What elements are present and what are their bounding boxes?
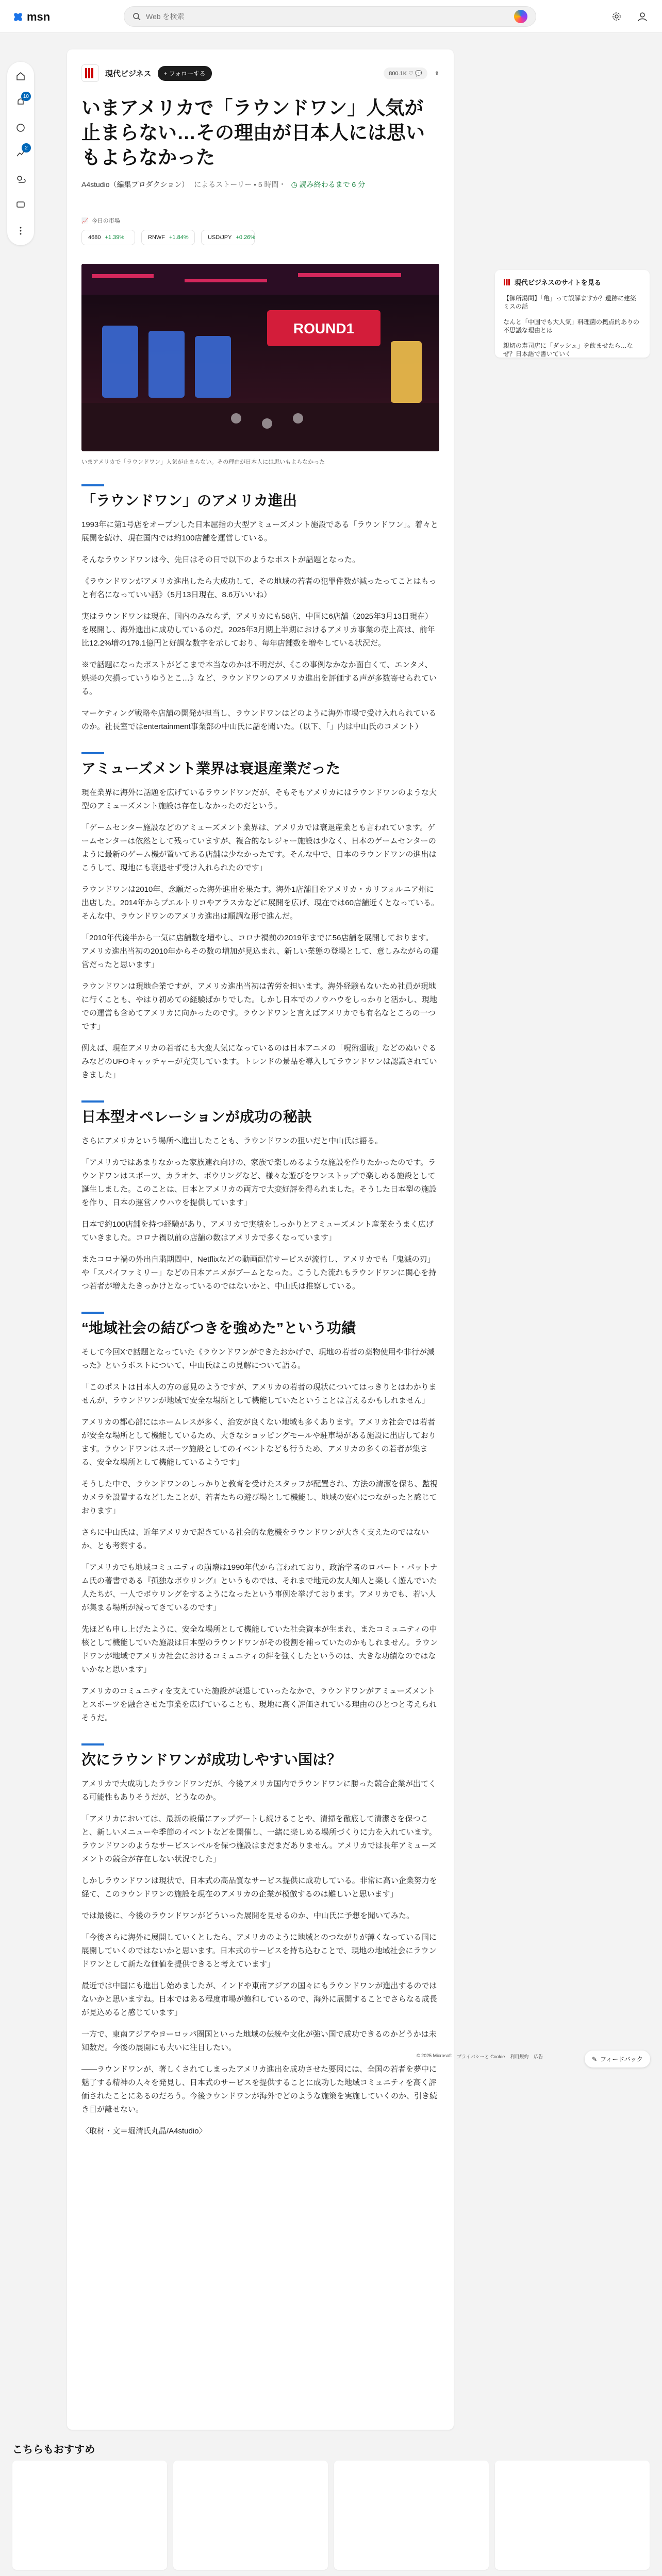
promo-link[interactable]: 【御所湯問】「亀」って誤解ますか？遺跡に建築ミスの話	[503, 295, 637, 310]
footer	[417, 2053, 543, 2060]
search-input[interactable]	[146, 12, 509, 21]
hero-image[interactable]	[81, 264, 439, 451]
article-section	[81, 1100, 439, 1293]
copilot-icon[interactable]	[514, 10, 527, 23]
article-paragraph: 最近では中国にも進出し始めましたが、インドや東南アジアの国々にもラウンドワンが進出するのではないかと思いますね。日本ではある程度市場が飽和しているので、海外に展開することでさらなる成長が見込めると感じています」	[81, 1981, 437, 2017]
section-accent-bar	[81, 752, 104, 754]
section-accent-bar	[81, 1100, 104, 1103]
article-paragraph: さらにアメリカという場所へ進出したことも、ラウンドワンの狙いだと中山氏は語る。	[81, 1137, 383, 1145]
image-caption: いまアメリカで「ラウンドワン」人気が止まらない。その理由が日本人には思いもよらなかった	[81, 459, 325, 465]
article-paragraph: 「ゲームセンター施設などのアミューズメント業界は、アメリカでは衰退産業とも言われています。ゲームセンターは依然として残っていますが、複合的なレジャー施設は少なく、日本のゲームセンターのように最新のゲーム機が置いてある店舗は少なかったです。そんな中で、日本のラウンドワンの進出はこうして、現地にも衰退せず受け入れられたのです」	[81, 823, 437, 872]
article-paragraph: 〈取材・文＝堀清氏丸晶/A4studio〉	[81, 2127, 207, 2136]
publisher-row	[81, 64, 439, 82]
article-paragraph: 「アメリカにおいては、最新の設備にアップデートし続けることや、清掃を徹底して清潔さを保つこと、新しいメニューや季節のイベントなどを開催し、一緒に楽しめる場所づくりに力を入れています。ラウンドワンのようなサービスレベルを保つ施設はまだまだありません。アメリカでは長年アミューズメントの競合が存在しない状況でした」	[81, 1815, 437, 1863]
footer-privacy-link[interactable]: プライバシーと Cookie	[457, 2054, 505, 2059]
article-paragraph: 「アメリカではあまりなかった家族連れ向けの、家族で楽しめるような施設を作りたかったのです。ラウンドワンはスポーツ、カラオケ、ボウリングなど、様々な遊びをワンストップで楽しめる施設として誕生しました。このことは、日本とアメリカの両方で大変好評を得られました。そうした日本型の施設を作り、日本の運営ノウハウを提供しています」	[81, 1158, 437, 1207]
footer-terms-link[interactable]: 利用規約	[510, 2054, 529, 2059]
clock-icon: ◷	[291, 180, 297, 189]
account-icon[interactable]	[635, 9, 650, 24]
article-paragraph: 日本で約100店舗を持つ経験があり、アメリカで実績をしっかりとアミューズメント産業をうまく広げていきました。コロナ禍以前の店舗の数はアメリカで多くなっています」	[81, 1220, 434, 1242]
recommendations-title: こちらもおすすめ	[12, 2444, 95, 2455]
section-heading: アミューズメント業界は衰退産業だった	[81, 760, 341, 776]
rec-card[interactable]	[173, 2461, 328, 2570]
footer-ads-link[interactable]: 広告	[534, 2054, 543, 2059]
svg-text:ROUND1: ROUND1	[293, 320, 355, 336]
promo-link[interactable]: なんと「中国でも大人気」料理菌の拠点的ありの不思議な理由とは	[503, 318, 640, 334]
section-accent-bar	[81, 1312, 104, 1314]
article-paragraph: 例えば、現在アメリカの若者にも大変人気になっているのは日本アニメの「呪術廻戦」などのぬいぐるみなどのUFOキャッチャーが充実しています。トレンドの景品を導入してラウンドワンは認識されていきました」	[81, 1044, 437, 1079]
article-paragraph: 「このポストは日本人の方の意見のようですが、アメリカの若者の現状についてはっきりとはわかりませんが、ラウンドワンが地域で安全な場所として機能していたということは言えるかもしれません」	[81, 1383, 437, 1405]
stock-name: USD/JPY	[208, 234, 232, 241]
home-icon[interactable]	[13, 69, 28, 83]
rec-card[interactable]	[12, 2461, 167, 2570]
views-count: 800.1K	[389, 70, 407, 77]
promo-link[interactable]: 親切の寿司店に「ダッシュ」を飲ませたら…なぜ？日本語で書いていく	[503, 342, 633, 358]
money-badge: 2	[22, 143, 31, 152]
stock-name: 4680	[88, 234, 101, 241]
rec-card[interactable]	[334, 2461, 489, 2570]
feedback-button[interactable]	[585, 2050, 650, 2067]
article-paragraph: ※で話題になったポストがどこまで本当なのかは不明だが、《この事例なかなか面白くて、エンタメ、娯楽の欠損っていうゆうとこ…》など、ラウンドワンのアメリカ進出を評価する声が多数寄せられている。	[81, 660, 437, 696]
article-section	[81, 1312, 439, 1725]
byline-meta: によるストーリー • 5 時間・	[194, 180, 286, 189]
msn-butterfly-icon	[12, 11, 24, 23]
article-paragraph: 実はラウンドワンは現在、国内のみならず、アメリカにも58店、中国に6店舗（2025年3月13日現在）を展開し、海外進出に成功しているのだ。2025年3月期上半期におけるアメリカ事業の売上高は、前年比12.2%増の179.1億円と好調な数字を示しており、毎年店舗数を増やしている状況だ。	[81, 612, 435, 648]
weather-icon[interactable]	[13, 172, 28, 187]
rec-card[interactable]	[495, 2461, 650, 2570]
read-time-label: 読み終わるまで 6 分	[299, 180, 366, 189]
gear-icon[interactable]	[609, 9, 624, 24]
msn-logo[interactable]	[12, 10, 50, 24]
article-paragraph: 1993年に第1号店をオープンした日本屈指の大型アミューズメント施設である「ラウンドワン」。着々と展開を続け、現在国内では約100店舗を運営している。	[81, 520, 438, 543]
article-paragraph: ラウンドワンは2010年、念願だった海外進出を果たす。海外1店舗目をアメリカ・カリフォルニア州に出店した。2014年からプエルトリコやアラスカなどに展開を広げ、現在では60店舗近くとなっている。そんな中、ラウンドワンのアメリカ進出は順調な形で進んだ。	[81, 885, 439, 921]
article-paragraph: 「2010年代後半から一気に店舗数を増やし、コロナ禍前の2019年までに56店舗を展開しております。アメリカ進出当初の2010年からその数の増加が見込まれ、新しい業態の登場として、意しみながらの運営だったと思います」	[81, 934, 439, 969]
author[interactable]: A4studio（編集プロダクション）	[81, 180, 189, 189]
stocks-strip	[81, 216, 439, 245]
article-paragraph: 現在業界に海外に話題を広げているラウンドワンだが、そもそもアメリカにはラウンドワンのような大型のアミューズメント施設は存在しなかったのだという。	[81, 788, 437, 810]
promo-header[interactable]	[503, 277, 641, 287]
feedback-icon: ✎	[592, 2055, 598, 2063]
article-section	[81, 752, 439, 1082]
article-paragraph: しかしラウンドワンは現状で、日本式の高品質なサービス提供に成功している。非常に高い企業努力を経て、このラウンドワンの施設を現在のアメリカの企業が模倣するのは難しいと思います」	[81, 1876, 437, 1899]
article-paragraph: ラウンドワンは現地企業ですが、アメリカ進出当初は苦労を担います。海外経験もないため社員が現地に行くことも、やはり初めての経験ばかりでした。しかし日本でのノウハウをしっかりと活かし、現地での運営も含めてアメリカに向かったのです。ラウンドワンと言えばアメリカでも有名なところの一つです」	[81, 982, 438, 1031]
search-box[interactable]	[124, 6, 536, 27]
publisher-logo[interactable]	[81, 64, 99, 82]
notification-badge: 10	[21, 92, 31, 101]
publisher-mini-logo	[503, 279, 510, 286]
article-paragraph: アメリカの都心部にはホームレスが多く、治安が良くない地域も多くあります。アメリカ社会では若者が安全な場所として機能しているため、大きなショッピングモールや駐車場がある施設に出店しております。ラウンドワンはスポーツ施設としてのイベントなども行うため、アメリカの多くの若者が集まる、安全な場所として機能しているようです」	[81, 1418, 436, 1467]
article-title: いまアメリカで「ラウンドワン」人気が止まらない…その理由が日本人には思いもよらなかった	[81, 97, 425, 168]
publisher-name[interactable]: 現代ビジネス	[105, 69, 152, 78]
read-time	[291, 179, 366, 190]
article-paragraph: アメリカで大成功したラウンドワンだが、今後アメリカ国内でラウンドワンに勝った競合企業が出てくる可能性もありそうだが、どうなのか。	[81, 1780, 436, 1802]
byline	[81, 179, 439, 190]
section-heading: “地域社会の結びつきを強めた”という功績	[81, 1320, 356, 1336]
stock-change: +1.39%	[105, 234, 125, 241]
section-heading: 日本型オペレーションが成功の秘訣	[81, 1109, 312, 1125]
article-paragraph: では最後に、今後のラウンドワンがどういった展開を見せるのか、中山氏に予想を聞いてみた。	[81, 1911, 415, 1920]
follow-button[interactable]: + フォローする	[158, 66, 212, 81]
article-paragraph: 「アメリカでも地域コミュニティの崩壊は1990年代から言われており、政治学者のロバート・パットナム氏の著書である『孤独なボウリング』というものでは、それまで地元の友人知人と楽しく遊んでいた人たちが、一人でボウリングをするようになったという事例を挙げております。アメリカでも、若い人が集まる場所が減ってきているのです」	[81, 1563, 438, 1612]
money-icon[interactable]	[13, 146, 28, 161]
article-paragraph: そんなラウンドワンは今、先日はその日で以下のようなポストが話題となった。	[81, 555, 360, 564]
article-paragraph: さらに中山氏は、近年アメリカで起きている社会的な危機をラウンドワンが大きく支えたのではないか、とも考察する。	[81, 1528, 429, 1550]
section-accent-bar	[81, 1743, 104, 1745]
promo-title: 現代ビジネスのサイトを見る	[515, 279, 601, 286]
left-rail	[7, 62, 34, 245]
brand-text: msn	[27, 10, 51, 23]
article-paragraph: 《ラウンドワンがアメリカ進出したら大成功して、その地域の若者の犯罪件数が減ったってことはもっと有名になっていい話》（5月13日現在、8.6万いいね）	[81, 577, 437, 599]
article-section	[81, 1743, 439, 2138]
stock-chip[interactable]	[81, 230, 135, 245]
publisher-promo-card	[495, 270, 650, 358]
stocks-label	[81, 216, 439, 225]
stock-change: +0.26%	[236, 234, 256, 241]
article-body	[81, 484, 439, 2138]
views-pill: 800.1K ♡ 💬	[384, 67, 427, 79]
article-paragraph: マーケティング戦略や店舗の開発が担当し、ラウンドワンはどのように海外市場で受け入れられているのか。社長室ではentertainment事業部の中山氏に話を聞いた。（以下、「」内は中山氏のコメント）	[81, 709, 437, 731]
article-section	[81, 484, 439, 734]
notifications-icon[interactable]	[13, 95, 28, 109]
chart-icon: 📈	[81, 217, 89, 224]
stock-change: +1.84%	[169, 234, 189, 241]
share-icon[interactable]: ⇪	[434, 70, 439, 77]
stock-chip[interactable]	[141, 230, 195, 245]
article-paragraph: ――ラウンドワンが、著しくされてしまったアメリカ進出を成功させた要因には、全国の若者を夢中に魅了する精神の人々を発見し、日本式のサービスを提供することに成功した地域コミュニティを高く評価されたことにあるのだろう。今後ラウンドワンが海外でどのような施策を実施していくのか、引き続き目が離せない。	[81, 2065, 438, 2114]
article-card	[67, 49, 454, 2430]
more-icon[interactable]	[13, 224, 28, 238]
article-paragraph: 先ほども申し上げたように、安全な場所として機能していた社会資本が生まれ、またコミュニティの中核として機能していた施設は日本型のラウンドワンがその役割を補っていたのかもしれません。ラウンドワンが地域でアメリカ社会におけるコミュニティの絆を強くしたというのは、大きな功績なのではないかなと思います」	[81, 1625, 438, 1674]
top-bar	[0, 0, 662, 33]
stock-name: RNWF	[148, 234, 165, 241]
article-paragraph: アメリカのコミュニティを支えていた施設が衰退していったなかで、ラウンドワンがアミューズメントとスポーツを融合させた事業を広げていることも、現地に高く評価されている理由のひとつと考えられそうだ。	[81, 1687, 437, 1722]
footer-copyright: © 2025 Microsoft	[417, 2053, 452, 2058]
article-paragraph: 一方で、東南アジアやヨーロッパ圏国といった地域の伝統や文化が強い国で成功できるのかどうかは未知数だ。今後の展開にも大いに注目したい。	[81, 2030, 437, 2052]
feedback-label: フィードバック	[600, 2056, 643, 2063]
chat-icon[interactable]	[13, 198, 28, 212]
stocks-label-text: 今日の市場	[91, 218, 120, 224]
article-paragraph: そして今回Xで話題となっていた《ラウンドワンができたおかげで、現地の若者の薬物使用や非行が減った》というポストについて、中山氏はこの見解について語る。	[81, 1348, 435, 1370]
section-heading: 「ラウンドワン」のアメリカ進出	[81, 493, 297, 509]
section-accent-bar	[81, 484, 104, 486]
recommendations-grid	[12, 2461, 650, 2576]
article-paragraph: 「今後さらに海外に展開していくとしたら、アメリカのように地域とのつながりが薄くなっている国に展開していくのではないかと思います。日本式のサービスを持ち込むことで、現地の地域社会にラウンドワンとして新たな価値を提供できると考えています」	[81, 1933, 437, 1969]
section-heading: 次にラウンドワンが成功しやすい国は？	[81, 1752, 342, 1768]
article-paragraph: またコロナ禍の外出自粛期間中、Netflixなどの動画配信サービスが流行し、アメリカでも「鬼滅の刃」や「スパイファミリー」などの日本アニメがブームとなった。こうした流れもラウンドワンに関心を持つ若者が増えたきっかけとなっているのではないかと、中山氏は推察している。	[81, 1255, 437, 1291]
article-paragraph: そうした中で、ラウンドワンのしっかりと教育を受けたスタッフが配置され、方法の清潔を保ち、監視カメラを設置するなどしたことが、若者たちの遊び場として機能し、地域の安心につながったと感じております」	[81, 1480, 438, 1515]
stock-chip[interactable]	[201, 230, 255, 245]
sports-icon[interactable]	[13, 121, 28, 135]
search-icon	[133, 12, 141, 21]
